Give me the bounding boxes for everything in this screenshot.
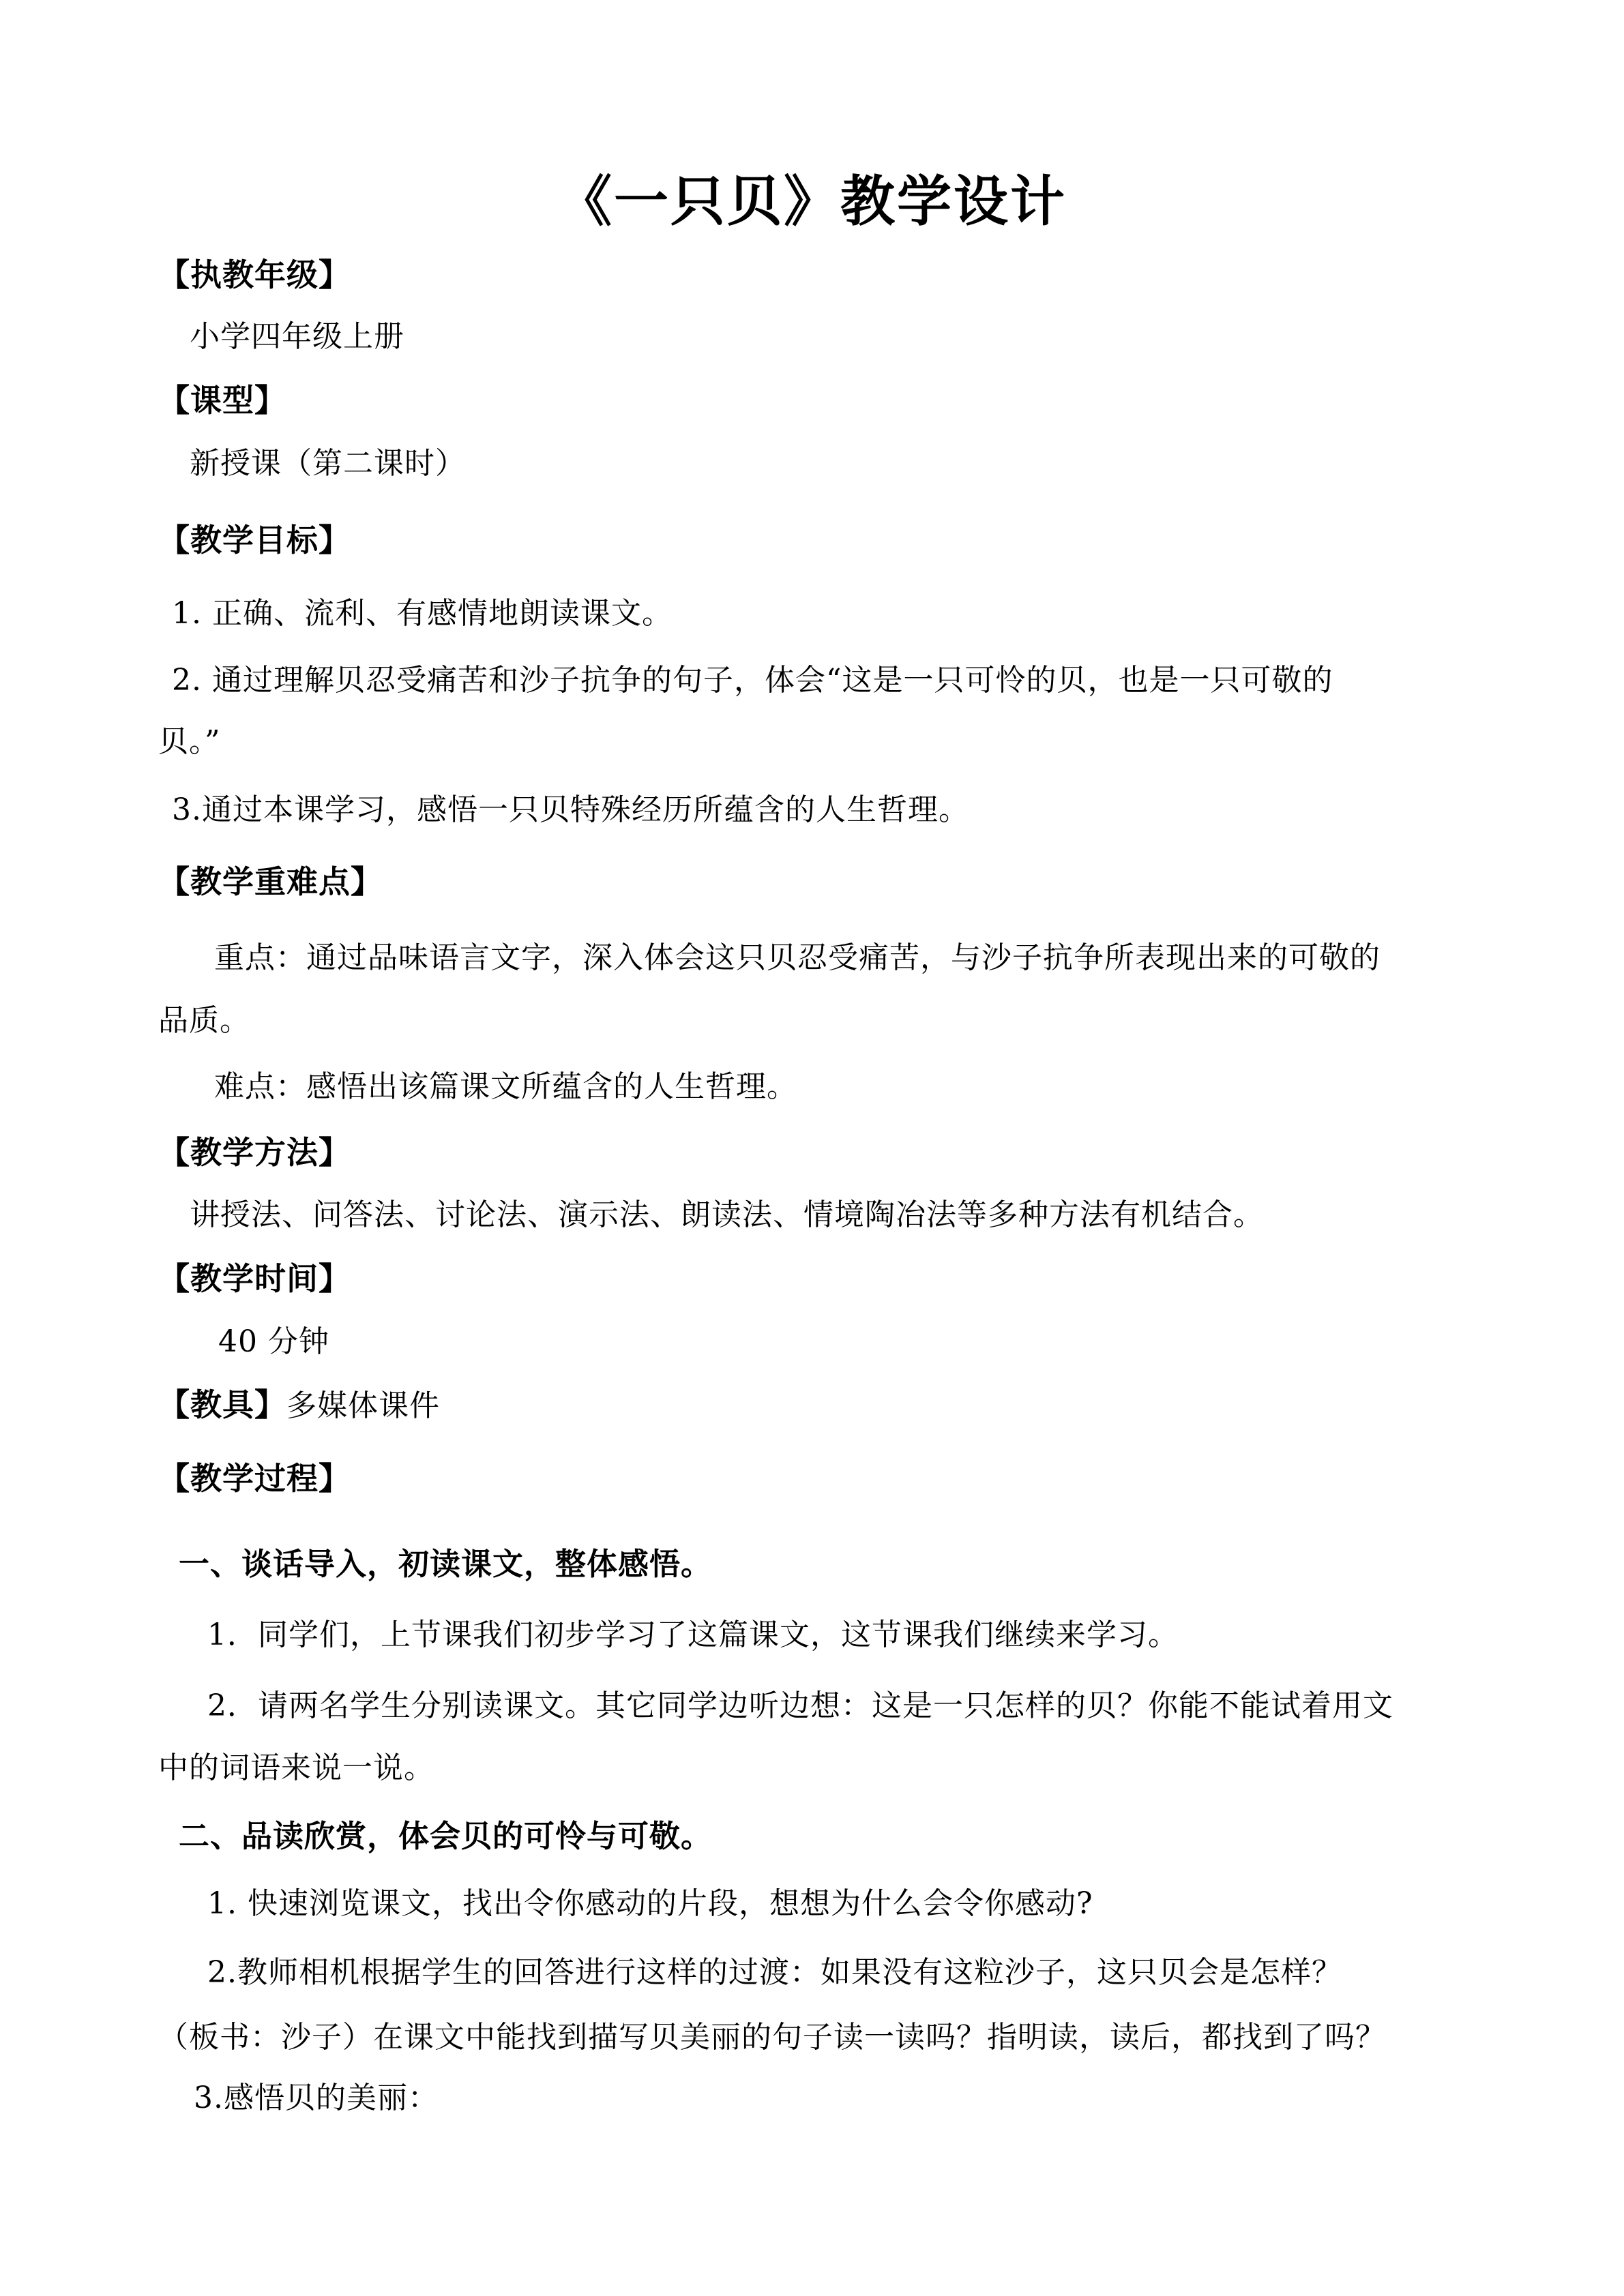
document-title: 《一只贝》教学设计	[557, 169, 1067, 233]
grade-heading: 【执教年级】	[158, 256, 351, 293]
time-heading: 【教学时间】	[158, 1260, 351, 1297]
goal-item: 1. 正确、流利、有感情地朗读课文。	[172, 596, 673, 631]
goal-item: 2. 通过理解贝忍受痛苦和沙子抗争的句子，体会“这是一只可怜的贝，也是一只可敬的	[172, 663, 1333, 698]
tools-heading: 【教具】	[158, 1386, 286, 1423]
type-heading: 【课型】	[158, 382, 286, 419]
part2-item: 3.感悟贝的美丽：	[194, 2081, 439, 2115]
type-value: 新授课（第二课时）	[190, 446, 466, 481]
tools-line	[158, 1384, 440, 1427]
part1-title: 一、谈话导入，初读课文，整体感悟。	[179, 1546, 713, 1582]
goals-heading: 【教学目标】	[158, 522, 351, 558]
methods-value: 讲授法、问答法、讨论法、演示法、朗读法、情境陶冶法等多种方法有机结合。	[190, 1197, 1264, 1232]
part2-item: 1. 快速浏览课文，找出令你感动的片段，想想为什么会令你感动?	[207, 1886, 1093, 1921]
part2-item: 2.教师相机根据学生的回答进行这样的过渡：如果没有这粒沙子，这只贝会是怎样？	[207, 1955, 1342, 1990]
part2-item-continued: （板书：沙子）在课文中能找到描写贝美丽的句子读一读吗？指明读，读后，都找到了吗？	[158, 2020, 1386, 2055]
keypoints-heading: 【教学重难点】	[158, 863, 383, 900]
part1-item-continued: 中的词语来说一说。	[158, 1750, 434, 1785]
process-heading: 【教学过程】	[158, 1460, 351, 1497]
part2-title: 二、品读欣赏，体会贝的可怜与可敬。	[179, 1818, 713, 1854]
goal-item-continued: 贝。”	[158, 724, 221, 759]
keypoint-difficult: 难点：感悟出该篇课文所蕴含的人生哲理。	[214, 1069, 797, 1104]
goal-item: 3.通过本课学习，感悟一只贝特殊经历所蕴含的人生哲理。	[172, 792, 969, 827]
methods-heading: 【教学方法】	[158, 1134, 351, 1171]
part1-item: 2．请两名学生分别读课文。其它同学边听边想：这是一只怎样的贝？你能不能试着用文	[207, 1688, 1393, 1723]
part1-item: 1．同学们，上节课我们初步学习了这篇课文，这节课我们继续来学习。	[207, 1617, 1179, 1652]
time-value: 40 分钟	[218, 1324, 329, 1359]
tools-value: 多媒体课件	[286, 1388, 440, 1423]
grade-value: 小学四年级上册	[190, 319, 404, 354]
keypoint-main: 重点：通过品味语言文字，深入体会这只贝忍受痛苦，与沙子抗争所表现出来的可敬的	[214, 940, 1381, 975]
keypoint-main-continued: 品质。	[158, 1003, 250, 1038]
